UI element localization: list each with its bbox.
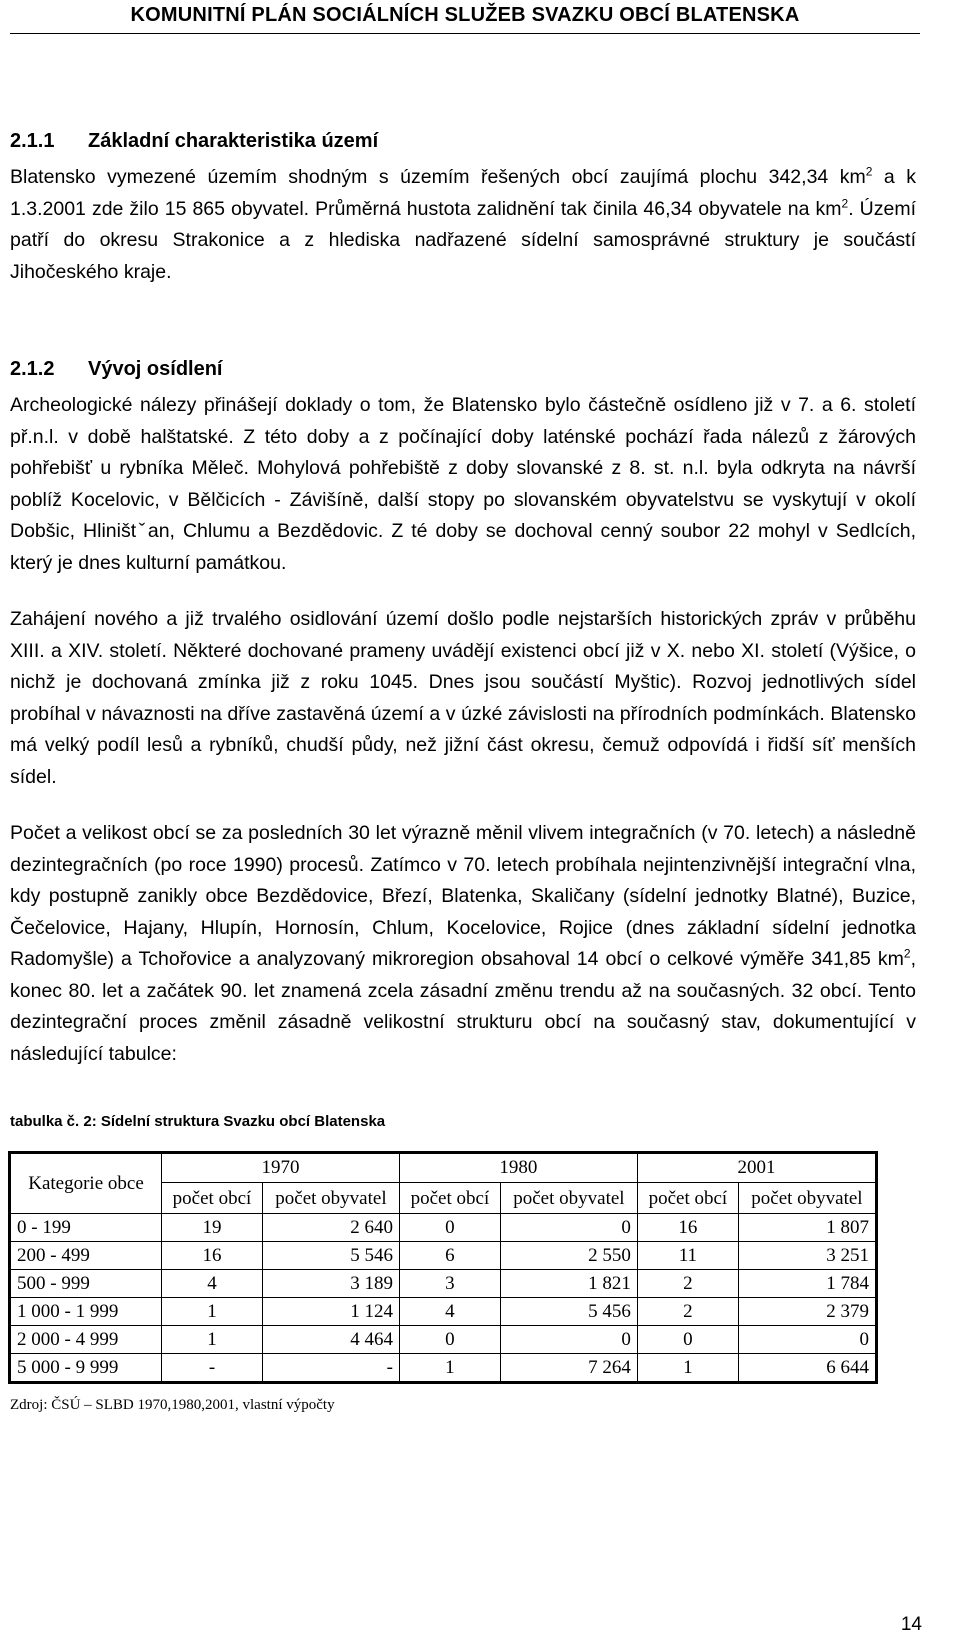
value-cell: -	[262, 1354, 399, 1383]
text-run: a k 1.3.2001 zde žilo 15 865 obyvatel. Průměrná hustota zalidnění tak činila 46,34 obyvatele na km	[10, 166, 916, 220]
table-caption: tabulka č. 2: Sídelní struktura Svazku obcí Blatenska	[10, 1113, 386, 1130]
header-rule	[10, 33, 920, 34]
value-cell: 5 546	[262, 1242, 399, 1270]
table-row	[10, 1298, 877, 1326]
value-cell: 5 456	[500, 1298, 637, 1326]
text-run: , konec 80. let a začátek 90. let znamená zcela zásadní změnu trendu až na současných. 32 obcí. Tento dezintegrační proces změnil zásadně velikostní strukturu obcí na současný stav, dokumentující v následující tabulce:	[10, 948, 916, 1065]
column-header: počet obyvatel	[262, 1183, 399, 1214]
value-cell: 0	[637, 1326, 738, 1354]
value-cell: 1 821	[500, 1270, 637, 1298]
value-cell: 2 379	[738, 1298, 876, 1326]
value-cell: 4	[162, 1270, 263, 1298]
section-basic-characteristics	[10, 130, 916, 288]
value-cell: 1	[162, 1298, 263, 1326]
value-cell: 7 264	[500, 1354, 637, 1383]
value-cell: 1	[637, 1354, 738, 1383]
category-header: Kategorie obce	[10, 1153, 162, 1214]
superscript: 2	[841, 196, 849, 210]
category-cell: 0 - 199	[10, 1214, 162, 1242]
section-title: Základní charakteristika území	[88, 130, 379, 152]
settlement-structure-table	[8, 1151, 878, 1384]
value-cell: 1 807	[738, 1214, 876, 1242]
value-cell: 1	[399, 1354, 500, 1383]
column-header: počet obcí	[162, 1183, 263, 1214]
table-source-note: Zdroj: ČSÚ – SLBD 1970,1980,2001, vlastní výpočty	[10, 1397, 335, 1413]
section-number: 2.1.1	[10, 130, 55, 152]
year-header: 1970	[162, 1153, 400, 1183]
column-header: počet obcí	[637, 1183, 738, 1214]
column-header: počet obyvatel	[500, 1183, 637, 1214]
value-cell: 11	[637, 1242, 738, 1270]
value-cell: 16	[162, 1242, 263, 1270]
value-cell: 0	[738, 1326, 876, 1354]
value-cell: 0	[399, 1326, 500, 1354]
value-cell: 6	[399, 1242, 500, 1270]
column-header: počet obcí	[399, 1183, 500, 1214]
paragraph	[10, 162, 916, 288]
superscript: 2	[865, 164, 873, 179]
category-cell: 1 000 - 1 999	[10, 1298, 162, 1326]
section-heading	[10, 358, 916, 381]
value-cell: 0	[500, 1326, 637, 1354]
category-cell: 2 000 - 4 999	[10, 1326, 162, 1354]
value-cell: 2	[637, 1298, 738, 1326]
text-run: . Území patří do okresu Strakonice a z hlediska nadřazené sídelní samosprávné struktury je součástí Jihočeského kraje.	[10, 197, 916, 283]
table-row	[10, 1354, 877, 1383]
value-cell: 0	[500, 1214, 637, 1242]
value-cell: 1 784	[738, 1270, 876, 1298]
value-cell: 2 550	[500, 1242, 637, 1270]
value-cell: 0	[399, 1214, 500, 1242]
page-header: KOMUNITNÍ PLÁN SOCIÁLNÍCH SLUŽEB SVAZKU OBCÍ BLATENSKA	[130, 4, 800, 26]
superscript: 2	[903, 946, 911, 961]
paragraph: Archeologické nálezy přinášejí doklady o tom, že Blatensko bylo částečně osídleno již v 7. a 6. století př.n.l. v době halštatské. Z této doby a z počínající doby laténské pochází řada nálezů z žárových pohřebišť u rybníka Měleč. Mohylová pohřebiště z doby slovanské z 8. st. n.l. byla odkryta na návrší poblíž Kocelovic, v Bělčicích - Závišíně, další stopy po slovanském obyvatelstvu se vyskytují v okolí Dobšic, Hliništˇan, Chlumu a Bezdědovic. Z té doby se dochoval cenný soubor 22 mohyl v Sedlcích, který je dnes kulturní památkou.	[10, 394, 916, 574]
section-settlement-development	[10, 358, 916, 1070]
page-number: 14	[900, 1614, 922, 1635]
table-row	[10, 1214, 877, 1242]
category-cell: 200 - 499	[10, 1242, 162, 1270]
value-cell: 4	[399, 1298, 500, 1326]
paragraph: Zahájení nového a již trvalého osidlování území došlo podle nejstarších historických zpráv v průběhu XIII. a XIV. století. Některé dochované prameny uvádějí existenci obcí již v X. nebo XI. století (Výšice, o nichž je dochovaná zmínka již z roku 1045. Dnes jsou součástí Myštic). Rozvoj jednotlivých sídel probíhal v návaznosti na dříve zastavěná území a v úzké závislosti na přírodních podmínkách. Blatensko má velký podíl lesů a rybníků, chudší půdy, než jižní část okresu, čemuž odpovídá i řidší síť menších sídel.	[10, 608, 916, 788]
value-cell: 1 124	[262, 1298, 399, 1326]
column-header: počet obyvatel	[738, 1183, 876, 1214]
table-row	[10, 1326, 877, 1354]
value-cell: 6 644	[738, 1354, 876, 1383]
year-header: 2001	[637, 1153, 876, 1183]
value-cell: -	[162, 1354, 263, 1383]
value-cell: 1	[162, 1326, 263, 1354]
paragraph	[10, 818, 916, 1070]
section-heading	[10, 130, 916, 153]
table-row	[10, 1242, 877, 1270]
value-cell: 3	[399, 1270, 500, 1298]
value-cell: 3 189	[262, 1270, 399, 1298]
value-cell: 3 251	[738, 1242, 876, 1270]
category-cell: 5 000 - 9 999	[10, 1354, 162, 1383]
table-header-row	[10, 1153, 877, 1183]
value-cell: 2	[637, 1270, 738, 1298]
category-cell: 500 - 999	[10, 1270, 162, 1298]
section-number: 2.1.2	[10, 358, 55, 380]
section-title: Vývoj osídlení	[88, 358, 223, 380]
text-run: Počet a velikost obcí se za posledních 30 let výrazně měnil vlivem integračních (v 70. letech) a následně dezintegračních (po roce 1990) procesů. Zatímco v 70. letech probíhala nejintenzivnější integrační vlna, kdy postupně zanikly obce Bezdědovice, Březí, Blatenka, Skaličany (sídelní jednotky Blatné), Buzice, Čečelovice, Hajany, Hlupín, Hornosín, Chlum, Kocelovice, Rojice (dnes základní sídelní jednotka Radomyšle) a Tchořovice a analyzovaný mikroregion obsahoval 14 obcí o celkové výměře 341,85 km	[10, 822, 916, 970]
value-cell: 16	[637, 1214, 738, 1242]
value-cell: 19	[162, 1214, 263, 1242]
table-row	[10, 1270, 877, 1298]
value-cell: 2 640	[262, 1214, 399, 1242]
text-run: Blatensko vymezené územím shodným s územím řešených obcí zaujímá plochu 342,34 km	[10, 166, 866, 188]
value-cell: 4 464	[262, 1326, 399, 1354]
year-header: 1980	[399, 1153, 637, 1183]
